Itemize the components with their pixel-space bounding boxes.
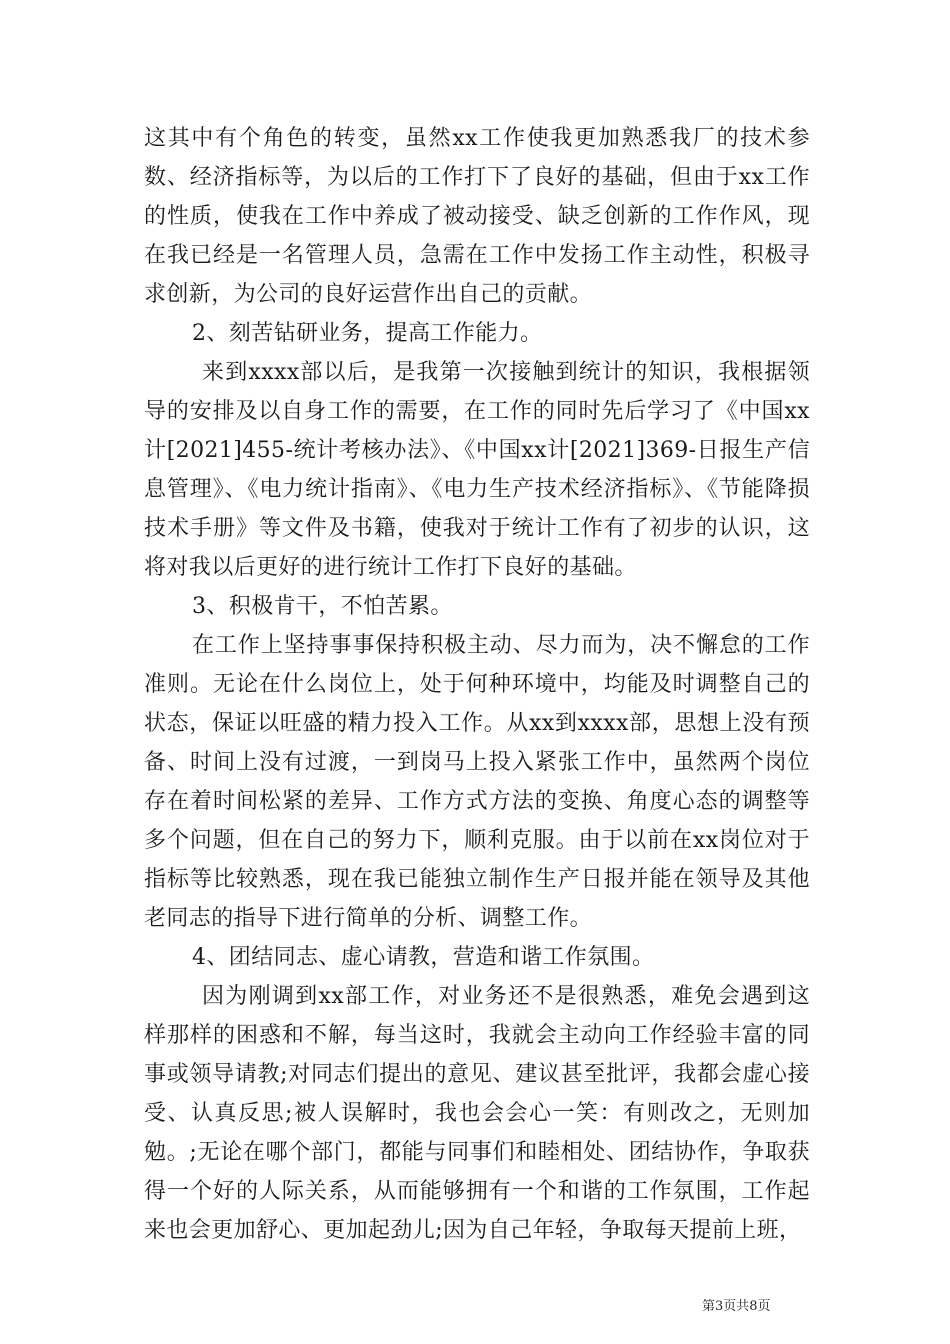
paragraph-statistics-learning: 来到xxxx部以后，是我第一次接触到统计的知识，我根据领导的安排及以自身工作的需要，在工作的同时先后学习了《中国xx计[2021]455-统计考核办法》、《中国xx计[2021]369-日报生产信息管理》、《电力统计指南》、《电力生产技术经济指标》、《节能降损技术手册》等文件及书籍，使我对于统计工作有了初步的认识，这将对我以后更好的进行统计工作打下良好的基础。 bbox=[144, 360, 810, 580]
page-number: 第3页共8页 bbox=[702, 1299, 771, 1314]
paragraph-work-attitude: 在工作上坚持事事保持积极主动、尽力而为，决不懈怠的工作准则。无论在什么岗位上，处于何种环境中，均能及时调整自己的状态，保证以旺盛的精力投入工作。从xx到xxxx部，思想上没有预备、时间上没有过渡，一到岗马上投入紧张工作中，虽然两个岗位存在着时间松紧的差异、工作方式方法的变换、角度心态的调整等多个问题，但在自己的努力下，顺利克服。由于以前在xx岗位对于指标等比较熟悉，现在我已能独立制作生产日报并能在领导及其他老同志的指导下进行简单的分析、调整工作。 bbox=[144, 633, 810, 931]
paragraph-role-change: 这其中有个角色的转变，虽然xx工作使我更加熟悉我厂的技术参数、经济指标等，为以后的工作打下了良好的基础，但由于xx工作的性质，使我在工作中养成了被动接受、缺乏创新的工作作风，现在我已经是一名管理人员，急需在工作中发扬工作主动性，积极寻求创新，为公司的良好运营作出自己的贡献。 bbox=[144, 126, 810, 307]
document-body bbox=[144, 119, 810, 1250]
heading-unity: 4、团结同志、虚心请教，营造和谐工作氛围。 bbox=[192, 945, 655, 970]
heading-work-hard: 3、积极肯干，不怕苦累。 bbox=[192, 594, 453, 619]
paragraph-team-harmony: 因为刚调到xx部工作，对业务还不是很熟悉，难免会遇到这样那样的困惑和不解，每当这时，我就会主动向工作经验丰富的同事或领导请教;对同志们提出的意见、建议甚至批评，我都会虚心接受、认真反思;被人误解时，我也会会心一笑：有则改之，无则加勉。;无论在哪个部门，都能与同事们和睦相处、团结协作，争取获得一个好的人际关系，从而能够拥有一个和谐的工作氛围，工作起来也会更加舒心、更加起劲儿;因为自己年轻，争取每天提前上班， bbox=[144, 984, 810, 1243]
heading-study-business: 2、刻苦钻研业务，提高工作能力。 bbox=[192, 321, 543, 346]
